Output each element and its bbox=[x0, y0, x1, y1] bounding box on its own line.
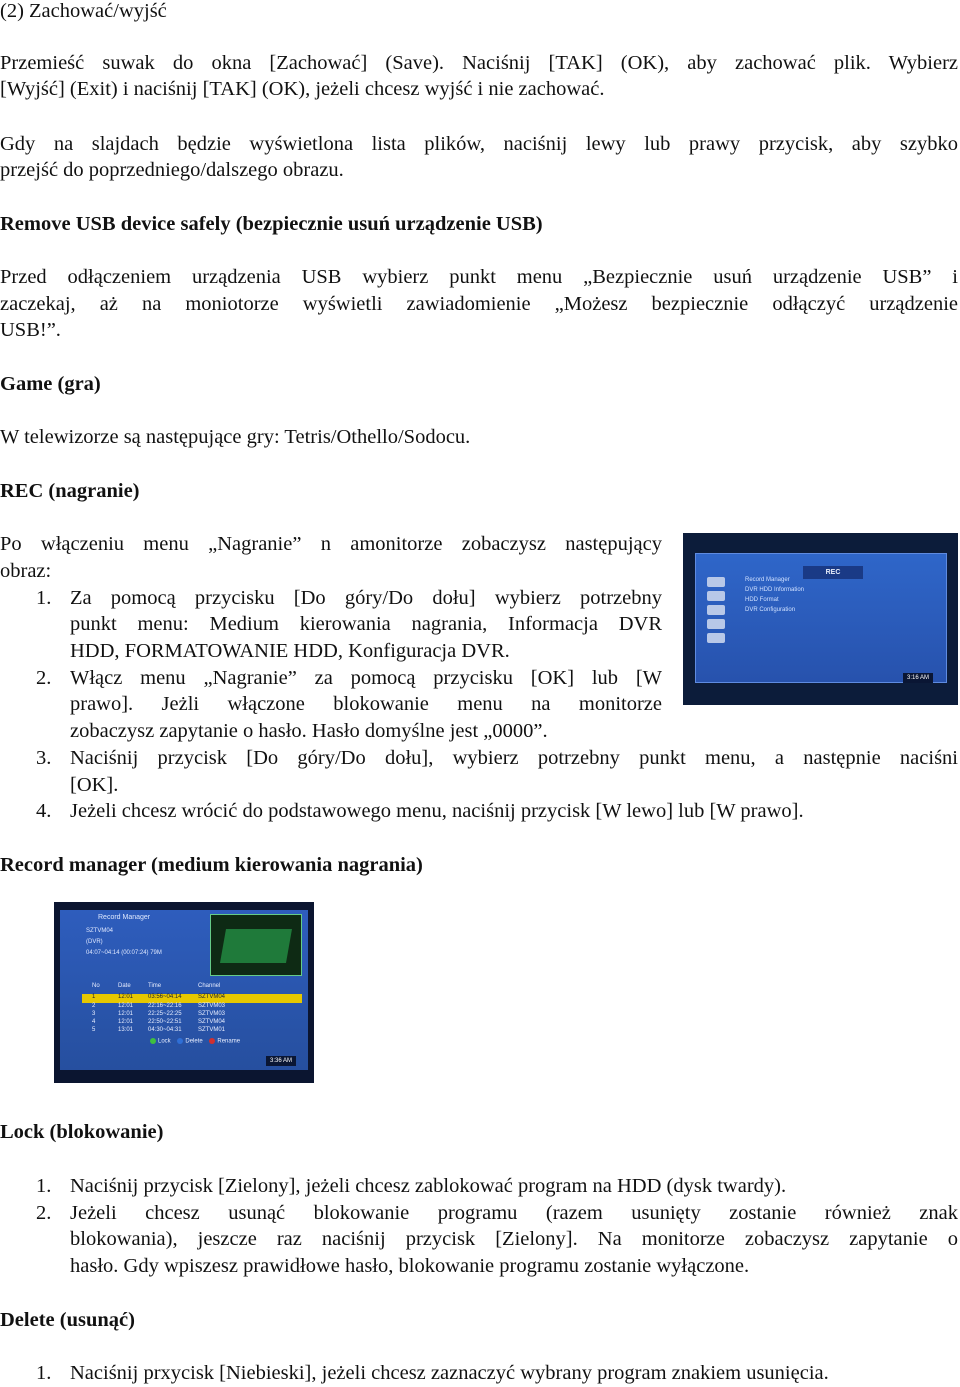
cell: 22:50~22:51 bbox=[148, 1019, 182, 1025]
red-button-icon bbox=[209, 1038, 215, 1044]
rec-menu-screenshot bbox=[683, 533, 958, 705]
cell: 13:01 bbox=[118, 1027, 134, 1033]
list-item-line: Za pomocą przycisku [Do góry/Do dołu] wybierz potrzebny bbox=[70, 587, 662, 609]
heading-record-manager: Record manager (medium kierowania nagrania) bbox=[0, 854, 423, 876]
rec-clock: 3:16 AM bbox=[903, 673, 933, 683]
list-item-line: Jeżeli chcesz usunąć blokowanie programu (razem usunięty zostanie również znak bbox=[70, 1202, 958, 1224]
table-header bbox=[82, 983, 302, 991]
list-number: 3. bbox=[36, 747, 52, 769]
settings-icon bbox=[707, 619, 725, 629]
col-channel: Channel bbox=[198, 983, 221, 989]
list-number: 1. bbox=[36, 1175, 52, 1197]
cell: 1 bbox=[92, 994, 96, 1000]
list-number: 2. bbox=[36, 667, 52, 689]
lock-label: Lock bbox=[158, 1038, 171, 1045]
record-channel: SZTVM04 bbox=[86, 928, 114, 934]
list-item-line: Naciśnij prxycisk [Niebieski], jeżeli chcesz zaznaczyć wybrany program znakiem usunięcia. bbox=[70, 1362, 829, 1384]
gear-icon bbox=[707, 605, 725, 615]
record-icon bbox=[707, 577, 725, 587]
list-item-line: HDD, FORMATOWANIE HDD, Konfiguracja DVR. bbox=[70, 640, 510, 662]
cell: SZTVM03 bbox=[198, 1003, 226, 1009]
paragraph-line: Przemieść suwak do okna [Zachować] (Save). Naciśnij [TAK] (OK), aby zachować plik. Wybierz bbox=[0, 52, 958, 74]
col-date: Date bbox=[118, 983, 131, 989]
preview-field bbox=[220, 929, 292, 963]
record-mode: (DVR) bbox=[86, 939, 103, 945]
list-item-line: Naciśnij przycisk [Zielony], jeżeli chcesz zablokować program na HDD (dysk twardy). bbox=[70, 1175, 787, 1197]
paragraph-line: Przed odłączeniem urządzenia USB wybierz punkt menu „Bezpiecznie usuń urządzenie USB” i bbox=[0, 266, 958, 288]
record-manager-screenshot bbox=[54, 902, 314, 1083]
paragraph-line: USB!”. bbox=[0, 319, 61, 341]
blue-button-icon bbox=[177, 1038, 183, 1044]
heading-save-exit: (2) Zachować/wyjść bbox=[0, 0, 167, 22]
cell: 2 bbox=[92, 1003, 96, 1009]
paragraph-line: Gdy na slajdach będzie wyświetlona lista plików, naciśnij lewy lub prawy przycisk, aby szybko bbox=[0, 133, 958, 155]
cell: SZTVM04 bbox=[198, 994, 226, 1000]
record-span: 04:07~04:14 (00:07:24) 79M bbox=[86, 950, 162, 956]
cell: SZTVM01 bbox=[198, 1027, 226, 1033]
cell: SZTVM04 bbox=[198, 1019, 226, 1025]
heading-usb: Remove USB device safely (bezpiecznie usuń urządzenie USB) bbox=[0, 213, 543, 235]
list-number: 1. bbox=[36, 587, 52, 609]
list-number: 4. bbox=[36, 800, 52, 822]
hdd-icon bbox=[707, 591, 725, 601]
list-item-line: blokowania), jeszcze raz naciśnij przycisk [Zielony]. Na monitorze zobaczysz zapytanie o bbox=[70, 1228, 958, 1250]
heading-delete: Delete (usunąć) bbox=[0, 1309, 135, 1331]
col-no: No bbox=[92, 983, 100, 989]
list-item-line: Włącz menu „Nagranie” za pomocą przycisku [OK] lub [W bbox=[70, 667, 662, 689]
list-item-line: hasło. Gdy wpiszesz prawidłowe hasło, blokowanie programu zostanie wyłączone. bbox=[70, 1255, 750, 1277]
paragraph-line: Po włączeniu menu „Nagranie” n amonitorze zobaczysz następujący bbox=[0, 533, 662, 555]
cell: 12:01 bbox=[118, 994, 134, 1000]
col-time: Time bbox=[148, 983, 162, 989]
cell: SZTVM03 bbox=[198, 1011, 226, 1017]
cell: 4 bbox=[92, 1019, 96, 1025]
rec-menu-item: DVR HDD Information bbox=[745, 587, 805, 593]
paragraph-line: [Wyjść] (Exit) i naciśnij [TAK] (OK), jeżeli chcesz wyjść i nie zachować. bbox=[0, 78, 605, 100]
heading-rec: REC (nagranie) bbox=[0, 480, 140, 502]
cell: 5 bbox=[92, 1027, 96, 1033]
cell: 04:30~04:31 bbox=[148, 1027, 182, 1033]
paragraph-line: zaczekaj, aż na moniotorze wyświetli zawiadomienie „Możesz bezpiecznie odłączyć urządzenie bbox=[0, 293, 958, 315]
list-item-line: [OK]. bbox=[70, 774, 119, 796]
table-row[interactable] bbox=[82, 1027, 302, 1036]
paragraph-line: W telewizorze są następujące gry: Tetris/Othello/Sodocu. bbox=[0, 426, 471, 448]
list-number: 2. bbox=[36, 1202, 52, 1224]
paragraph-line: przejść do poprzedniego/dalszego obrazu. bbox=[0, 159, 344, 181]
list-item-line: Jeżeli chcesz wrócić do podstawowego menu, naciśnij przycisk [W lewo] lub [W prawo]. bbox=[70, 800, 804, 822]
heading-game: Game (gra) bbox=[0, 373, 101, 395]
rec-menu-item: HDD Format bbox=[745, 597, 779, 603]
list-item-line: punkt menu: Medium kierowania nagrania, Informacja DVR bbox=[70, 613, 662, 635]
list-item-line: zobaczysz zapytanie o hasło. Hasło domyślne jest „0000”. bbox=[70, 720, 548, 742]
delete-label: Delete bbox=[185, 1038, 203, 1045]
heading-lock: Lock (blokowanie) bbox=[0, 1121, 164, 1143]
list-item-line: Naciśnij przycisk [Do góry/Do dołu], wybierz potrzebny punkt menu, a następnie naciśni bbox=[70, 747, 958, 769]
cell: 12:01 bbox=[118, 1011, 134, 1017]
cell: 03:56~04:14 bbox=[148, 994, 182, 1000]
paragraph-line: obraz: bbox=[0, 560, 52, 582]
rec-menu-item: Record Manager bbox=[745, 577, 790, 583]
record-manager-title: Record Manager bbox=[98, 914, 151, 921]
cell: 22:25~22:25 bbox=[148, 1011, 182, 1017]
cell: 3 bbox=[92, 1011, 96, 1017]
cell: 12:01 bbox=[118, 1003, 134, 1009]
video-preview bbox=[210, 914, 302, 976]
rec-menu-title: REC bbox=[803, 566, 863, 579]
rec-menu-item: DVR Configuration bbox=[745, 607, 796, 613]
record-manager-clock: 3:36 AM bbox=[266, 1056, 296, 1066]
record-manager-panel bbox=[60, 910, 308, 1070]
cell: 12:01 bbox=[118, 1019, 134, 1025]
rename-label: Rename bbox=[217, 1038, 241, 1045]
list-item-line: prawo]. Jeżli włączone blokowanie menu na monitorze bbox=[70, 693, 662, 715]
button-legend bbox=[150, 1038, 240, 1045]
table-row[interactable] bbox=[82, 994, 302, 1003]
cell: 22:16~22:16 bbox=[148, 1003, 182, 1009]
film-icon bbox=[707, 633, 725, 643]
green-button-icon bbox=[150, 1038, 156, 1044]
list-number: 1. bbox=[36, 1362, 52, 1384]
